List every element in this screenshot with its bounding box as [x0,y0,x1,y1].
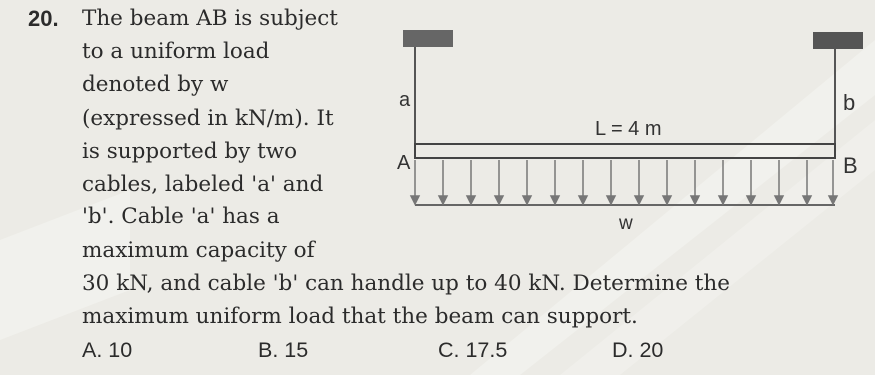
end-b-label: B [843,153,858,178]
question-line: 30 kN, and cable 'b' can handle up to 40 kN. Determine the [82,271,730,296]
question-line: (expressed in kN/m). It [82,106,334,131]
question-line: cables, labeled 'a' and [82,172,324,197]
support-right [813,32,863,49]
question-line: denoted by w [82,72,229,97]
end-a-label: A [397,152,411,174]
question-line: to a uniform load [82,39,270,64]
question-line: The beam AB is subject [82,6,338,31]
option-c[interactable]: C. 17.5 [438,338,508,362]
option-d[interactable]: D. 20 [612,338,664,362]
option-a[interactable]: A. 10 [82,338,133,362]
question-line: maximum uniform load that the beam can support. [82,304,638,329]
question-line: is supported by two [82,139,298,164]
beam [415,144,835,158]
span-label: L = 4 m [595,118,662,140]
load-label: w [619,213,633,234]
cable-a-label: a [399,89,411,111]
question-number: 20. [28,6,59,31]
beam-diagram [385,20,870,240]
cable-b-label: b [843,90,856,115]
load-arrows [411,160,837,204]
option-b[interactable]: B. 15 [258,338,309,362]
support-left [403,30,453,47]
question-line: maximum capacity of [82,238,315,263]
question-line: 'b'. Cable 'a' has a [82,204,280,229]
